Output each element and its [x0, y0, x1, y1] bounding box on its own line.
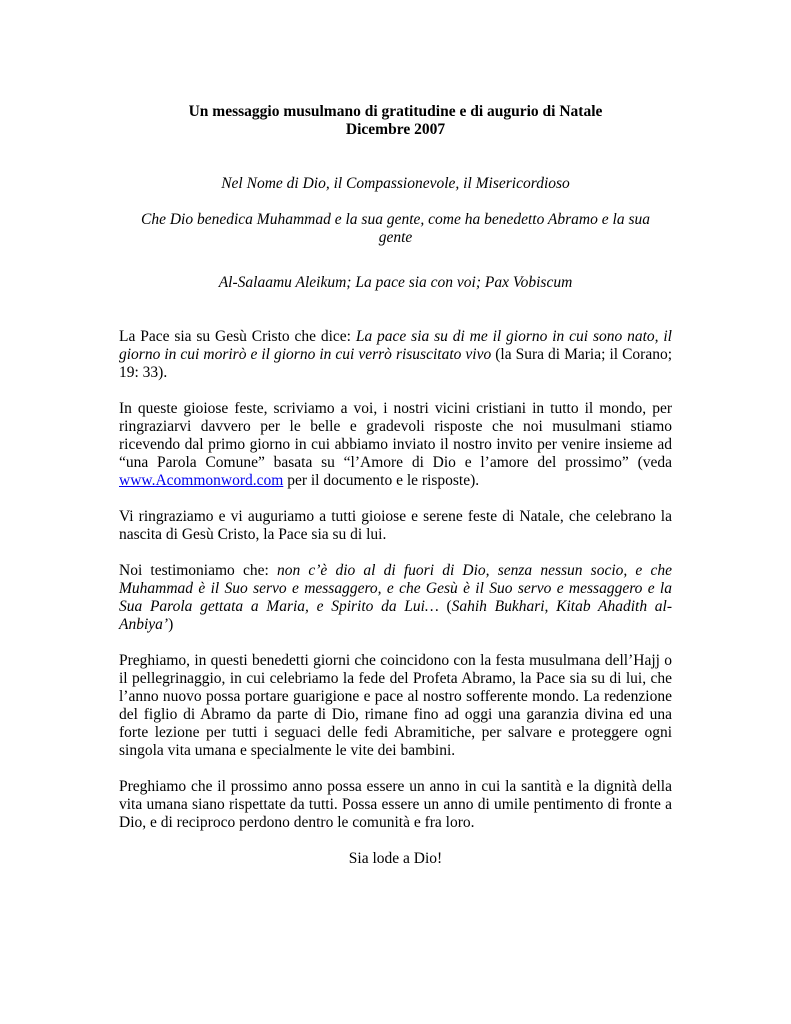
document-title: Un messaggio musulmano di gratitudine e di augurio di Natale — [188, 103, 603, 120]
paragraph-testimony — [119, 562, 672, 634]
testimony-paren-close: ) — [168, 616, 174, 633]
quran-quote: La pace sia su di me il giorno in cui sono nato, il giorno in cui morirò e il giorno in cui verrò risuscitato vivo — [119, 328, 672, 363]
paragraph-christmas-wishes: Vi ringraziamo e vi auguriamo a tutti gioiose e serene feste di Natale, che celebrano la nascita di Gesù Cristo, la Pace sia su di lui. — [119, 508, 672, 543]
paragraph-common-word-text: In queste gioiose feste, scriviamo a voi, i nostri vicini cristiani in tutto il mondo, per ringraziarvi davvero per le belle e gradevoli risposte che noi musulmani stiamo ricevendo dal primo giorno in cui abbiamo inviato il nostro invito per venire insieme ad “una Parola Comune” basata su “l’Amore di Dio e l’amore del prossimo” (veda — [119, 400, 672, 471]
paragraph-common-word — [119, 400, 672, 490]
basmala-line: Nel Nome di Dio, il Compassionevole, il Misericordioso — [221, 175, 570, 192]
paragraph-jesus-intro: La Pace sia su Gesù Cristo che dice: — [119, 328, 356, 345]
paragraph-new-year-prayer: Preghiamo che il prossimo anno possa essere un anno in cui la santità e la dignità della vita umana siano rispettate da tutti. Possa essere un anno di umile pentimento di fronte a Dio, e di reciproco perdono dentro le comunità e fra loro. — [119, 778, 672, 831]
testimony-quote: non c’è dio al di fuori di Dio, senza nessun socio, e che Muhammad è il Suo servo e messaggero, e che Gesù è il Suo servo e messaggero e la Sua Parola gettata a Maria, e Spirito da Lui… — [119, 562, 672, 615]
paragraph-jesus-peace — [119, 328, 672, 382]
paragraph-hajj-prayer: Preghiamo, in questi benedetti giorni che coincidono con la festa musulmana dell’Hajj o il pellegrinaggio, in cui celebriamo la fede del Profeta Abramo, la Pace sia su di lui, che l’anno nuovo possa portare guarigione e pace al nostro sofferente mondo. La redenzione del figlio di Abramo da parte di Dio, rimane fino ad oggi una garanzia divina ed una forte lezione per tutti i seguaci delle fedi Abramitiche, per salvare e proteggere ogni singola vita umana e specialmente le vite dei bambini. — [119, 652, 672, 759]
paragraph-common-word-end: per il documento e le risposte). — [283, 472, 480, 489]
acommonword-link[interactable]: www.Acommonword.com — [119, 472, 284, 489]
closing-praise: Sia lode a Dio! — [348, 850, 443, 867]
greeting-line: Al-Salaamu Aleikum; La pace sia con voi; Pax Vobiscum — [218, 274, 573, 291]
testimony-intro: Noi testimoniamo che: — [119, 562, 277, 579]
document-page — [119, 103, 672, 868]
quran-source: (la Sura di Maria; il Corano; 19: 33). — [119, 346, 673, 381]
blessing-line: Che Dio benedica Muhammad e la sua gente, come ha benedetto Abramo e la sua gente — [141, 211, 650, 246]
testimony-paren-open: ( — [438, 598, 452, 615]
document-date: Dicembre 2007 — [345, 121, 446, 138]
hadith-source: Sahih Bukhari, Kitab Ahadith al-Anbiya’ — [119, 598, 672, 633]
